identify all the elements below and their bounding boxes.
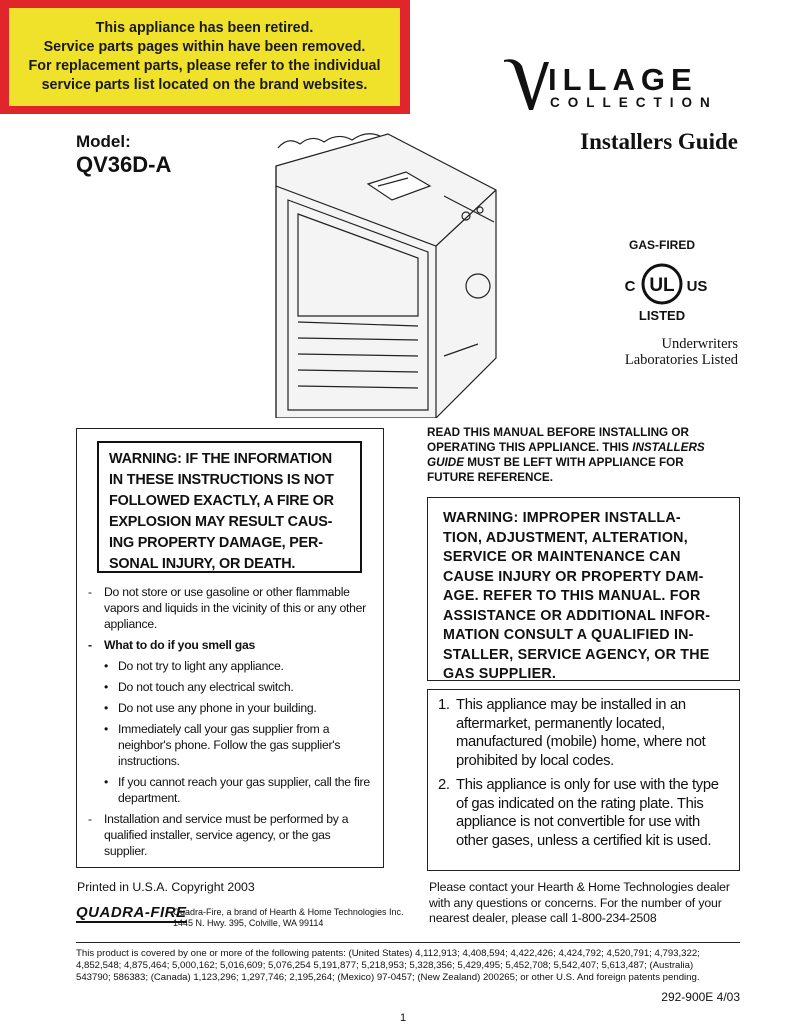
sub-list-item <box>88 700 370 716</box>
notice-line: READ THIS MANUAL BEFORE INSTALLING OR <box>427 426 689 439</box>
ul-c-letter: C <box>624 278 636 295</box>
dash-marker: - <box>88 585 92 599</box>
list-item-text: Do not try to light any appliance. <box>118 659 284 673</box>
bullet-marker: • <box>104 775 109 789</box>
retired-banner-inner <box>9 8 400 106</box>
quadra-fire-address <box>173 907 403 929</box>
list-item-text: Immediately call your gas supplier from a neighbor's phone. Follow the gas supplier's instructions. <box>118 722 341 768</box>
banner-line-1: This appliance has been retired. <box>95 20 314 36</box>
patent-line: This product is covered by one or more of the following patents: (United States) 4,112,913; 4,408,594; 4,422,426; 4,424,792; 4,520,791; 4,793,322; <box>76 948 700 959</box>
warning-line: EXPLOSION MAY RESULT CAUS- <box>109 514 333 530</box>
model-number: QV36D-A <box>76 152 172 177</box>
ul-caption <box>625 336 738 368</box>
address-line: Quadra-Fire, a brand of Hearth & Home Technologies Inc. <box>173 907 404 917</box>
numbered-item <box>438 696 731 770</box>
item-text: This appliance is only for use with the type of gas indicated on the rating plate. This appliance is not convertible for use with other gases, unless a certified kit is used. <box>456 777 719 849</box>
patent-line: 4,852,548; 4,875,464; 5,000,162; 5,016,609; 5,076,254 5,191,877; 5,218,953; 5,328,356; 5,429,495; 5,452,708; 5,542,407; 5,613,487; (Australia) <box>76 960 694 971</box>
warning-line: GAS SUPPLIER. <box>443 666 557 682</box>
address-line: 1445 N. Hwy. 395, Colville, WA 99114 <box>173 918 324 928</box>
item-number: 1. <box>438 697 450 713</box>
dealer-contact <box>429 880 744 927</box>
warning-line: AGE. REFER TO THIS MANUAL. FOR <box>443 588 701 604</box>
printed-copyright: Printed in U.S.A. Copyright 2003 <box>77 880 255 894</box>
banner-line-3: For replacement parts, please refer to the individual <box>28 58 381 74</box>
fireplace-illustration-icon <box>268 126 500 418</box>
warning-line: ASSISTANCE OR ADDITIONAL INFOR- <box>443 607 711 624</box>
notice-line <box>427 455 740 470</box>
list-item-text: Do not touch any electrical switch. <box>118 680 294 694</box>
footer-divider <box>76 942 740 943</box>
warning-line: WARNING: IF THE INFORMATION <box>109 451 332 467</box>
list-item-text: Installation and service must be performed by a qualified installer, service agency, or the gas supplier. <box>104 812 349 858</box>
ul-us-letters: US <box>686 278 708 295</box>
list-item-text: If you cannot reach your gas supplier, call the fire department. <box>118 775 370 805</box>
sub-list-item <box>88 658 370 674</box>
list-item-text: Do not use any phone in your building. <box>118 701 317 715</box>
patents-notice <box>76 948 740 984</box>
list-item-text: Do not store or use gasoline or other flammable vapors and liquids in the vicinity of this or any other appliance. <box>104 585 366 631</box>
notice-emphasis: INSTALLERS <box>632 441 705 454</box>
warning-line: WARNING: IMPROPER INSTALLA- <box>443 510 681 526</box>
bullet-marker: • <box>104 659 109 673</box>
list-item <box>88 637 370 653</box>
banner-line-2: Service parts pages within have been removed. <box>43 39 366 55</box>
retired-banner <box>0 0 410 114</box>
safety-list <box>88 584 370 864</box>
contact-line: with any questions or concerns. For the number of your <box>429 895 722 910</box>
ul-listed-label: LISTED <box>638 308 686 323</box>
banner-line-4: service parts list located on the brand websites. <box>41 77 368 93</box>
quadra-fire-wordmark: QUADRA-FIRE <box>76 904 187 921</box>
logo-wordmark-bottom: COLLECTION <box>550 95 718 110</box>
fire-explosion-warning <box>97 441 362 573</box>
list-item-heading: What to do if you smell gas <box>104 638 256 652</box>
page-title: Installers Guide <box>580 129 738 154</box>
contact-line: nearest dealer, please call 1-800-234-2508 <box>429 911 657 925</box>
logo-wordmark-top: ILLAGE <box>548 62 698 97</box>
bullet-marker: • <box>104 701 109 715</box>
ul-letters: UL <box>649 275 675 296</box>
item-text: This appliance may be installed in an aftermarket, permanently located, manufactured (mobile) home, where not prohibited by local codes. <box>456 697 706 769</box>
numbered-item <box>438 776 731 850</box>
read-manual-notice <box>427 425 740 485</box>
notice-line <box>427 440 740 455</box>
warning-line: SONAL INJURY, OR DEATH. <box>109 556 296 572</box>
list-item <box>88 584 370 632</box>
warning-line: CAUSE INJURY OR PROPERTY DAM- <box>443 568 704 585</box>
notice-line: FUTURE REFERENCE. <box>427 471 553 484</box>
model-label: Model: <box>76 132 131 151</box>
gas-fired-label: GAS-FIRED <box>629 238 695 252</box>
page-number: 1 <box>400 1012 407 1024</box>
warning-line: TION, ADJUSTMENT, ALTERATION, <box>443 529 688 546</box>
warning-line: FOLLOWED EXACTLY, A FIRE OR <box>109 493 334 509</box>
sub-list-item <box>88 774 370 806</box>
notice-text: OPERATING THIS APPLIANCE. THIS <box>427 441 633 454</box>
installation-notes-box <box>427 689 740 871</box>
sub-list-item <box>88 679 370 695</box>
bullet-marker: • <box>104 680 109 694</box>
dash-marker: - <box>88 638 92 652</box>
list-item <box>88 811 370 859</box>
warning-line: SERVICE OR MAINTENANCE CAN <box>443 549 681 565</box>
notice-emphasis: GUIDE <box>427 456 465 469</box>
quadra-fire-logo <box>76 904 187 923</box>
warning-line: ING PROPERTY DAMAGE, PER- <box>109 535 323 551</box>
warning-line: STALLER, SERVICE AGENCY, OR THE <box>443 646 710 663</box>
bullet-marker: • <box>104 722 109 736</box>
item-number: 2. <box>438 777 450 793</box>
warning-line: MATION CONSULT A QUALIFIED IN- <box>443 627 694 643</box>
improper-installation-warning <box>427 497 740 681</box>
warning-line: IN THESE INSTRUCTIONS IS NOT <box>109 472 334 488</box>
ul-caption-line-1: Underwriters <box>661 336 738 352</box>
document-number: 292-900E 4/03 <box>661 990 740 1004</box>
village-v-logo-icon <box>502 56 550 112</box>
dash-marker: - <box>88 812 92 826</box>
patent-line: 543790; 586383; (Canada) 1,123,296; 1,297,746; 2,195,264; (Mexico) 97-0457; (New Zealand) 200265; or other U.S. And foreign patents pending. <box>76 972 700 983</box>
contact-line: Please contact your Hearth & Home Technologies dealer <box>429 880 730 894</box>
ul-caption-line-2: Laboratories Listed <box>624 352 738 368</box>
sub-list-item <box>88 721 370 769</box>
notice-text: MUST BE LEFT WITH APPLIANCE FOR <box>464 456 684 469</box>
